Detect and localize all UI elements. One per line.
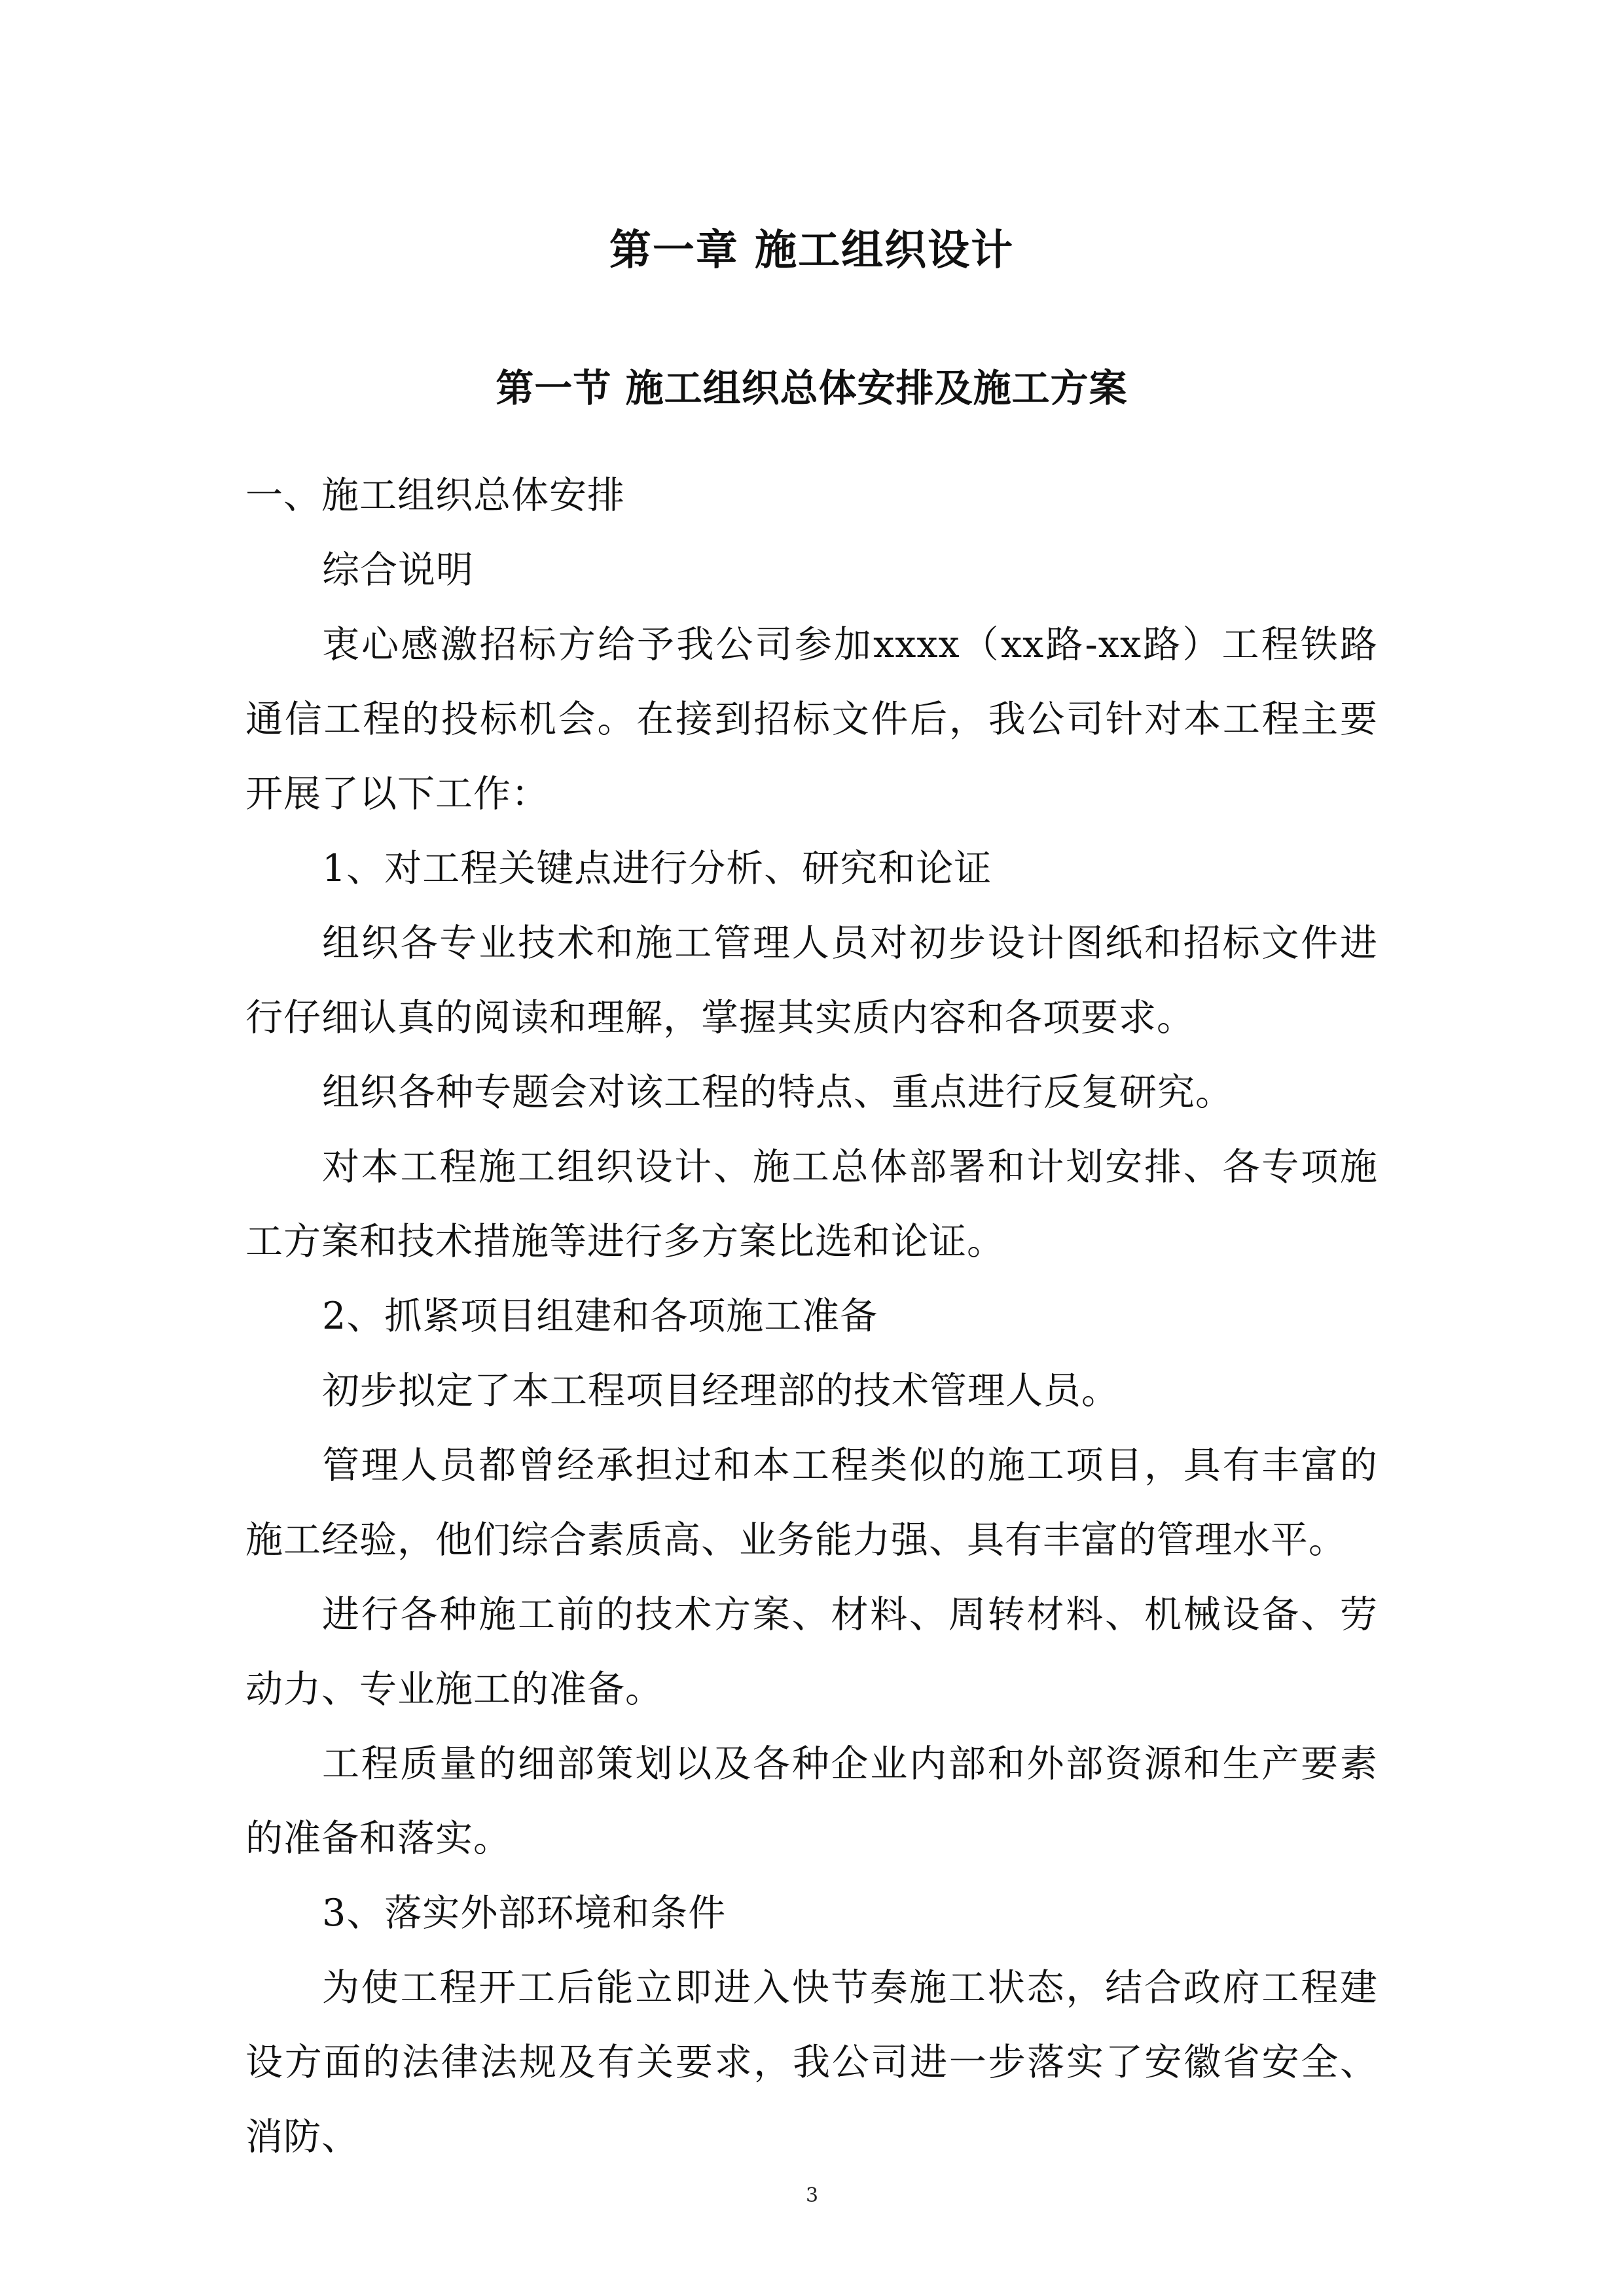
paragraph: 组织各专业技术和施工管理人员对初步设计图纸和招标文件进行仔细认真的阅读和理解，掌握其实质内容和各项要求。	[245, 922, 1378, 1039]
page-number: 3	[805, 2184, 819, 2207]
item-heading-2: 2、抓紧项目组建和各项施工准备	[322, 1295, 878, 1338]
chapter-title: 第一章 施工组织设计	[609, 225, 1015, 275]
item-heading-1: 1、对工程关键点进行分析、研究和论证	[322, 847, 992, 890]
paragraph: 进行各种施工前的技术方案、材料、周转材料、机械设备、劳动力、专业施工的准备。	[245, 1593, 1378, 1711]
paragraph-introduction: 衷心感激招标方给予我公司参加xxxx（xx路-xx路）工程铁路通信工程的投标机会。在接到招标文件后，我公司针对本工程主要开展了以下工作：	[245, 623, 1378, 816]
paragraph: 工程质量的细部策划以及各种企业内部和外部资源和生产要素的准备和落实。	[245, 1742, 1378, 1860]
paragraph: 管理人员都曾经承担过和本工程类似的施工项目，具有丰富的施工经验，他们综合素质高、业务能力强、具有丰富的管理水平。	[245, 1444, 1378, 1562]
heading-overall-arrangement: 一、施工组织总体安排	[245, 474, 625, 517]
paragraph: 为使工程开工后能立即进入快节奏施工状态，结合政府工程建设方面的法律法规及有关要求，我公司进一步落实了安徽省安全、消防、	[245, 1966, 1378, 2159]
paragraph: 初步拟定了本工程项目经理部的技术管理人员。	[322, 1369, 1119, 1412]
subheading-general-description: 综合说明	[322, 548, 474, 592]
paragraph: 组织各种专题会对该工程的特点、重点进行反复研究。	[322, 1071, 1233, 1114]
section-title: 第一节 施工组织总体安排及施工方案	[496, 366, 1128, 411]
item-heading-3: 3、落实外部环境和条件	[322, 1892, 727, 1935]
body-text	[245, 458, 1378, 2174]
paragraph: 对本工程施工组织设计、施工总体部署和计划安排、各专项施工方案和技术措施等进行多方案比选和论证。	[245, 1145, 1378, 1263]
